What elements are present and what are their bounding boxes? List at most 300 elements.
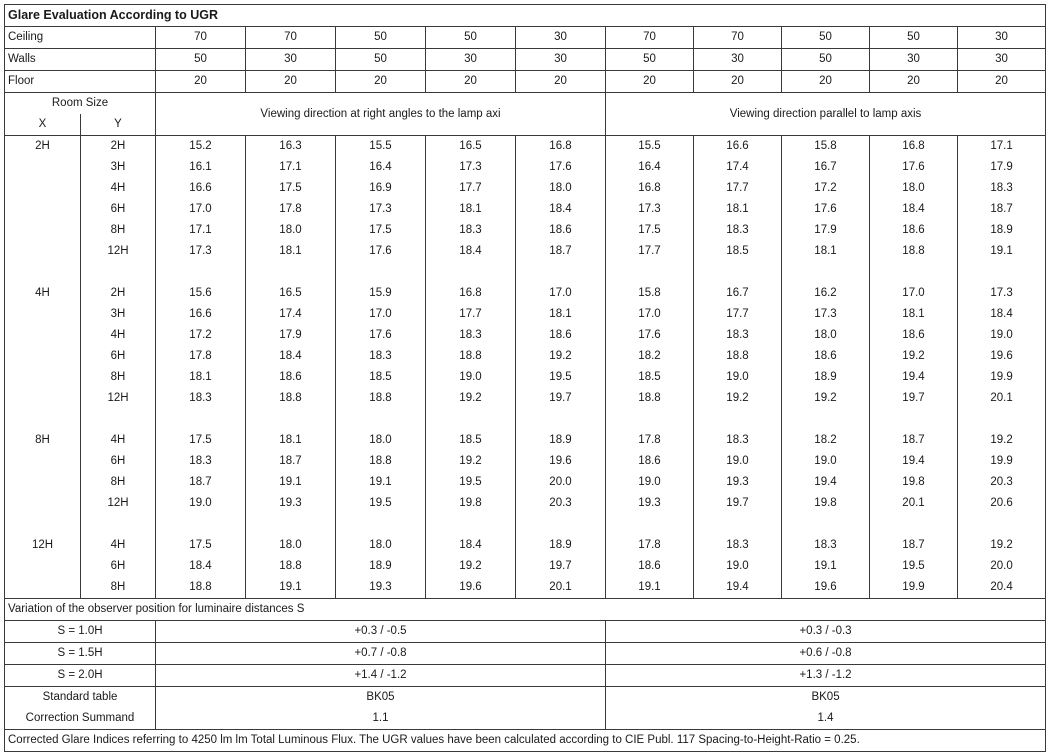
room-size-x: 2H (5, 136, 81, 158)
ugr-value: 18.5 (606, 367, 694, 388)
ugr-value: 16.5 (426, 136, 516, 158)
ugr-value: 18.3 (156, 388, 246, 409)
ugr-value: 18.6 (606, 451, 694, 472)
room-size-y: 4H (81, 178, 156, 199)
ugr-value: 18.6 (870, 325, 958, 346)
spacer-cell (336, 514, 426, 535)
room-size-x: 8H (5, 430, 81, 451)
ugr-value: 17.3 (336, 199, 426, 220)
room-size-x (5, 556, 81, 577)
ugr-value: 17.5 (606, 220, 694, 241)
ugr-value: 18.9 (336, 556, 426, 577)
spacer-cell (81, 409, 156, 430)
room-size-y: 3H (81, 304, 156, 325)
ugr-value: 19.1 (246, 577, 336, 599)
ugr-value: 18.4 (870, 199, 958, 220)
ugr-value: 18.3 (694, 220, 782, 241)
ugr-value: 18.3 (694, 325, 782, 346)
ceiling-value-7: 70 (694, 27, 782, 49)
spacer-cell (782, 514, 870, 535)
ugr-value: 16.4 (336, 157, 426, 178)
ugr-value: 20.0 (958, 556, 1046, 577)
spacer-cell (516, 262, 606, 283)
ugr-value: 19.3 (606, 493, 694, 514)
ugr-value: 19.9 (958, 367, 1046, 388)
ugr-value: 16.8 (870, 136, 958, 158)
ugr-value: 18.4 (426, 241, 516, 262)
ugr-value: 19.6 (426, 577, 516, 599)
ugr-value: 19.0 (156, 493, 246, 514)
ugr-value: 16.6 (156, 304, 246, 325)
ugr-value: 18.3 (694, 535, 782, 556)
ugr-value: 18.6 (870, 220, 958, 241)
ugr-value: 17.4 (246, 304, 336, 325)
variation-right-angles-3: +1.4 / -1.2 (156, 665, 606, 687)
ugr-value: 18.8 (870, 241, 958, 262)
ugr-value: 17.6 (606, 325, 694, 346)
title-row (5, 5, 1046, 27)
spacer-cell (694, 262, 782, 283)
ceiling-value-8: 50 (782, 27, 870, 49)
ugr-value: 20.1 (958, 388, 1046, 409)
ugr-value: 18.8 (246, 388, 336, 409)
ugr-value: 19.6 (516, 451, 606, 472)
x-header: X (5, 114, 81, 136)
ugr-value: 15.8 (782, 136, 870, 158)
spacer-cell (782, 409, 870, 430)
spacer-cell (246, 514, 336, 535)
ugr-value: 19.7 (516, 388, 606, 409)
variation-parallel-3: +1.3 / -1.2 (606, 665, 1046, 687)
walls-value-10: 30 (958, 49, 1046, 71)
ugr-value: 19.0 (958, 325, 1046, 346)
ugr-value: 15.5 (606, 136, 694, 158)
ugr-value: 20.1 (516, 577, 606, 599)
ugr-value: 17.7 (426, 178, 516, 199)
ugr-value: 18.9 (516, 430, 606, 451)
spacer-cell (516, 514, 606, 535)
ugr-value: 19.1 (782, 556, 870, 577)
walls-value-8: 50 (782, 49, 870, 71)
ugr-value: 18.1 (870, 304, 958, 325)
variation-parallel-2: +0.6 / -0.8 (606, 643, 1046, 665)
room-size-y: 2H (81, 136, 156, 158)
ugr-value: 18.9 (958, 220, 1046, 241)
ceiling-value-4: 50 (426, 27, 516, 49)
table-row (5, 472, 1046, 493)
ugr-value: 19.4 (870, 367, 958, 388)
spacer-cell (606, 514, 694, 535)
ugr-value: 18.8 (694, 346, 782, 367)
ugr-value: 17.6 (336, 241, 426, 262)
floor-value-8: 20 (782, 71, 870, 93)
spacer-cell (246, 409, 336, 430)
ugr-value: 19.9 (870, 577, 958, 599)
standard-table-parallel: BK05 (606, 687, 1046, 709)
room-size-x (5, 367, 81, 388)
ugr-value: 19.7 (694, 493, 782, 514)
ugr-value: 18.0 (782, 325, 870, 346)
room-size-y: 12H (81, 241, 156, 262)
ugr-value: 18.8 (336, 388, 426, 409)
ugr-value: 19.1 (958, 241, 1046, 262)
ugr-value: 17.5 (156, 535, 246, 556)
room-size-y: 4H (81, 535, 156, 556)
ugr-value: 17.0 (606, 304, 694, 325)
room-size-x (5, 241, 81, 262)
ugr-value: 18.1 (156, 367, 246, 388)
room-size-x (5, 304, 81, 325)
room-size-x: 4H (5, 283, 81, 304)
ugr-value: 17.1 (246, 157, 336, 178)
variation-right-angles-1: +0.3 / -0.5 (156, 621, 606, 643)
ugr-value: 18.3 (694, 430, 782, 451)
table-row (5, 367, 1046, 388)
spacer-cell (81, 514, 156, 535)
spacer-cell (958, 262, 1046, 283)
ugr-value: 19.7 (516, 556, 606, 577)
spacer-cell (5, 262, 81, 283)
room-size-x (5, 388, 81, 409)
variation-label-3: S = 2.0H (5, 665, 156, 687)
table-row (5, 388, 1046, 409)
ugr-value: 18.8 (336, 451, 426, 472)
room-size-y: 6H (81, 346, 156, 367)
ugr-value: 18.7 (156, 472, 246, 493)
ugr-value: 17.7 (694, 304, 782, 325)
ugr-value: 17.7 (606, 241, 694, 262)
walls-value-3: 50 (336, 49, 426, 71)
spacer-cell (516, 409, 606, 430)
standard-table-right-angles: BK05 (156, 687, 606, 709)
table-row (5, 493, 1046, 514)
ugr-value: 18.5 (336, 367, 426, 388)
table-row (5, 136, 1046, 158)
ugr-value: 18.7 (870, 535, 958, 556)
spacer-cell (156, 514, 246, 535)
ugr-value: 16.8 (606, 178, 694, 199)
table-row (5, 621, 1046, 643)
ugr-value: 18.7 (870, 430, 958, 451)
ugr-value: 19.4 (870, 451, 958, 472)
ugr-value: 16.8 (516, 136, 606, 158)
table-row (5, 157, 1046, 178)
ugr-value: 19.4 (694, 577, 782, 599)
table-row (5, 346, 1046, 367)
ugr-value: 18.2 (606, 346, 694, 367)
ugr-value: 17.8 (246, 199, 336, 220)
table-row (5, 49, 1046, 71)
room-size-x (5, 346, 81, 367)
ugr-table (4, 4, 1046, 752)
floor-value-3: 20 (336, 71, 426, 93)
ugr-value: 16.6 (694, 136, 782, 158)
room-size-y: 2H (81, 283, 156, 304)
ugr-value: 17.3 (426, 157, 516, 178)
ugr-value: 19.6 (782, 577, 870, 599)
room-size-x (5, 325, 81, 346)
ugr-value: 18.8 (156, 577, 246, 599)
walls-value-2: 30 (246, 49, 336, 71)
correction-summand-row (5, 708, 1046, 730)
table-row (5, 577, 1046, 599)
ugr-value: 18.0 (246, 220, 336, 241)
correction-summand-label: Correction Summand (5, 708, 156, 730)
spacer-cell (156, 262, 246, 283)
ugr-value: 17.6 (336, 325, 426, 346)
floor-value-10: 20 (958, 71, 1046, 93)
ugr-value: 17.1 (958, 136, 1046, 158)
ugr-value: 15.5 (336, 136, 426, 158)
ugr-value: 17.2 (156, 325, 246, 346)
ugr-value: 18.7 (246, 451, 336, 472)
page-title: Glare Evaluation According to UGR (5, 5, 1046, 27)
ugr-value: 20.0 (516, 472, 606, 493)
correction-summand-parallel: 1.4 (606, 708, 1046, 730)
ugr-value: 17.7 (694, 178, 782, 199)
variation-right-angles-2: +0.7 / -0.8 (156, 643, 606, 665)
spacer-cell (870, 514, 958, 535)
ugr-value: 18.4 (156, 556, 246, 577)
ugr-value: 17.3 (958, 283, 1046, 304)
spacer-cell (870, 409, 958, 430)
variation-label-2: S = 1.5H (5, 643, 156, 665)
ugr-value: 17.4 (694, 157, 782, 178)
spacer-cell (426, 262, 516, 283)
floor-value-1: 20 (156, 71, 246, 93)
table-row (5, 451, 1046, 472)
floor-value-2: 20 (246, 71, 336, 93)
room-size-y: 8H (81, 220, 156, 241)
ugr-value: 17.6 (516, 157, 606, 178)
ugr-value: 18.4 (958, 304, 1046, 325)
ugr-value: 18.7 (958, 199, 1046, 220)
ugr-value: 19.9 (958, 451, 1046, 472)
table-row (5, 430, 1046, 451)
variation-parallel-1: +0.3 / -0.3 (606, 621, 1046, 643)
ugr-value: 19.5 (870, 556, 958, 577)
room-size-y: 3H (81, 157, 156, 178)
walls-value-7: 30 (694, 49, 782, 71)
table-row (5, 27, 1046, 49)
ugr-data-body (5, 136, 1046, 599)
ugr-value: 15.2 (156, 136, 246, 158)
room-size-x: 12H (5, 535, 81, 556)
standard-table-label: Standard table (5, 687, 156, 709)
ugr-value: 19.0 (606, 472, 694, 493)
ugr-value: 15.6 (156, 283, 246, 304)
ugr-value: 16.7 (782, 157, 870, 178)
ugr-value: 19.1 (606, 577, 694, 599)
room-size-y: 6H (81, 556, 156, 577)
ugr-value: 18.8 (606, 388, 694, 409)
ugr-value: 19.2 (516, 346, 606, 367)
room-size-x (5, 157, 81, 178)
ugr-value: 18.0 (246, 535, 336, 556)
table-row (5, 283, 1046, 304)
group-spacer-row (5, 514, 1046, 535)
spacer-cell (870, 262, 958, 283)
room-size-x (5, 199, 81, 220)
room-size-x (5, 493, 81, 514)
ceiling-value-9: 50 (870, 27, 958, 49)
ugr-value: 18.5 (694, 241, 782, 262)
footnote: Corrected Glare Indices referring to 4250 lm lm Total Luminous Flux. The UGR values have been calculated according to CIE Publ. 117 Spacing-to-Height-Ratio = 0.25. (5, 730, 1046, 752)
ugr-value: 18.6 (246, 367, 336, 388)
table-row (5, 178, 1046, 199)
ugr-value: 19.5 (516, 367, 606, 388)
table-row (5, 643, 1046, 665)
ugr-value: 18.6 (782, 346, 870, 367)
table-row (5, 304, 1046, 325)
group-spacer-row (5, 409, 1046, 430)
footnote-row (5, 730, 1046, 752)
ugr-value: 19.1 (336, 472, 426, 493)
ugr-value: 19.1 (246, 472, 336, 493)
ugr-value: 17.7 (426, 304, 516, 325)
ugr-value: 18.1 (516, 304, 606, 325)
ugr-value: 17.9 (246, 325, 336, 346)
spacer-cell (5, 514, 81, 535)
ugr-value: 18.4 (426, 535, 516, 556)
ugr-value: 17.3 (156, 241, 246, 262)
ugr-value: 18.3 (336, 346, 426, 367)
table-row (5, 71, 1046, 93)
room-size-y: 12H (81, 388, 156, 409)
table-row (5, 556, 1046, 577)
ugr-value: 17.3 (606, 199, 694, 220)
spacer-cell (426, 514, 516, 535)
ugr-value: 19.2 (426, 556, 516, 577)
table-row (5, 241, 1046, 262)
ugr-value: 17.0 (156, 199, 246, 220)
ugr-value: 19.2 (958, 430, 1046, 451)
ugr-value: 18.7 (516, 241, 606, 262)
ugr-value: 20.3 (958, 472, 1046, 493)
room-size-y: 8H (81, 472, 156, 493)
ugr-value: 19.3 (694, 472, 782, 493)
ugr-value: 17.0 (336, 304, 426, 325)
ugr-value: 16.7 (694, 283, 782, 304)
ugr-value: 19.2 (694, 388, 782, 409)
ugr-value: 18.4 (246, 346, 336, 367)
ugr-value: 19.2 (426, 451, 516, 472)
table-row (5, 199, 1046, 220)
ugr-value: 16.6 (156, 178, 246, 199)
spacer-cell (156, 409, 246, 430)
ceiling-value-2: 70 (246, 27, 336, 49)
room-size-x (5, 220, 81, 241)
table-row (5, 325, 1046, 346)
floor-value-6: 20 (606, 71, 694, 93)
walls-value-6: 50 (606, 49, 694, 71)
variation-header: Variation of the observer position for luminaire distances S (5, 599, 1046, 621)
reflectance-label-walls: Walls (5, 49, 156, 71)
ugr-value: 17.1 (156, 220, 246, 241)
ugr-value: 19.2 (426, 388, 516, 409)
ugr-value: 18.8 (426, 346, 516, 367)
spacer-cell (246, 262, 336, 283)
ugr-value: 18.6 (606, 556, 694, 577)
floor-value-5: 20 (516, 71, 606, 93)
table-row (5, 220, 1046, 241)
ugr-value: 17.9 (958, 157, 1046, 178)
ugr-value: 18.3 (156, 451, 246, 472)
spacer-cell (958, 409, 1046, 430)
header-row-direction (5, 93, 1046, 115)
ugr-value: 19.3 (246, 493, 336, 514)
ugr-value: 19.8 (782, 493, 870, 514)
ugr-value: 20.4 (958, 577, 1046, 599)
ugr-value: 18.3 (958, 178, 1046, 199)
ugr-value: 19.2 (782, 388, 870, 409)
ceiling-value-6: 70 (606, 27, 694, 49)
ugr-value: 19.0 (782, 451, 870, 472)
walls-value-1: 50 (156, 49, 246, 71)
variation-label-1: S = 1.0H (5, 621, 156, 643)
ugr-value: 17.0 (870, 283, 958, 304)
ugr-value: 18.4 (516, 199, 606, 220)
ceiling-value-10: 30 (958, 27, 1046, 49)
ugr-value: 19.8 (426, 493, 516, 514)
ugr-value: 16.9 (336, 178, 426, 199)
ugr-value: 18.2 (782, 430, 870, 451)
ugr-value: 18.1 (426, 199, 516, 220)
ugr-value: 16.4 (606, 157, 694, 178)
floor-value-9: 20 (870, 71, 958, 93)
correction-summand-right-angles: 1.1 (156, 708, 606, 730)
ugr-value: 16.5 (246, 283, 336, 304)
ugr-value: 18.5 (426, 430, 516, 451)
room-size-y: 12H (81, 493, 156, 514)
room-size-x (5, 472, 81, 493)
ugr-value: 20.1 (870, 493, 958, 514)
ugr-value: 18.3 (782, 535, 870, 556)
ugr-value: 19.8 (870, 472, 958, 493)
ugr-value: 17.2 (782, 178, 870, 199)
group-spacer-row (5, 262, 1046, 283)
ugr-value: 17.3 (782, 304, 870, 325)
spacer-cell (694, 514, 782, 535)
spacer-cell (81, 262, 156, 283)
walls-value-4: 30 (426, 49, 516, 71)
ugr-value: 19.0 (426, 367, 516, 388)
ceiling-value-1: 70 (156, 27, 246, 49)
ugr-value: 20.6 (958, 493, 1046, 514)
ugr-value: 18.1 (246, 430, 336, 451)
room-size-x (5, 451, 81, 472)
ugr-value: 17.5 (156, 430, 246, 451)
ugr-value: 18.0 (516, 178, 606, 199)
room-size-y: 4H (81, 430, 156, 451)
ugr-value: 17.9 (782, 220, 870, 241)
ugr-value: 15.8 (606, 283, 694, 304)
ugr-value: 19.5 (336, 493, 426, 514)
ugr-value: 18.0 (336, 535, 426, 556)
table-row (5, 535, 1046, 556)
ugr-value: 17.6 (870, 157, 958, 178)
reflectance-label-floor: Floor (5, 71, 156, 93)
ugr-value: 19.0 (694, 451, 782, 472)
ugr-value: 19.2 (958, 535, 1046, 556)
room-size-x (5, 178, 81, 199)
ugr-value: 18.0 (336, 430, 426, 451)
room-size-x (5, 577, 81, 599)
ceiling-value-5: 30 (516, 27, 606, 49)
ugr-value: 19.2 (870, 346, 958, 367)
standard-table-row (5, 687, 1046, 709)
y-header: Y (81, 114, 156, 136)
